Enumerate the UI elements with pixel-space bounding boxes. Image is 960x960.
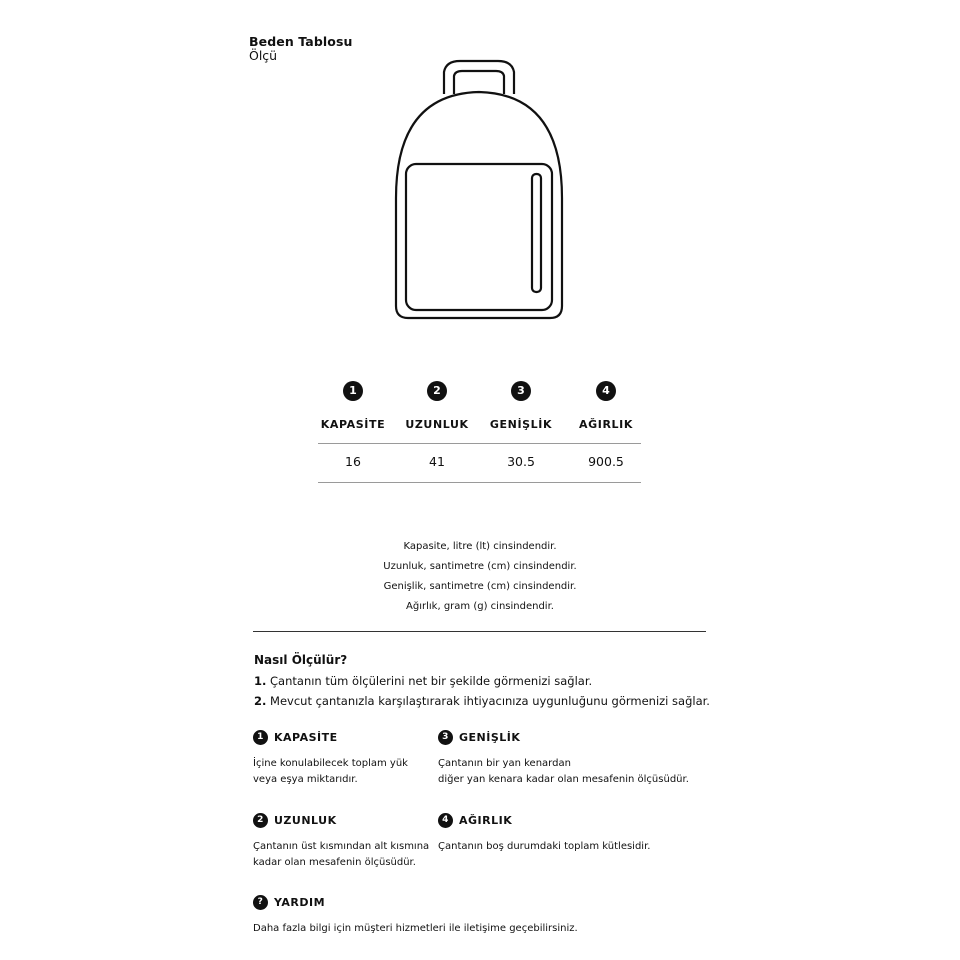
column-header: AĞIRLIK — [579, 418, 633, 431]
how-to-item — [254, 694, 710, 708]
column-header: UZUNLUK — [405, 418, 469, 431]
item-text: Mevcut çantanızla karşılaştırarak ihtiyacınıza uygunluğunu görmenizi sağlar. — [266, 694, 710, 708]
column-agirlik — [556, 379, 656, 431]
table-divider — [318, 443, 641, 444]
unit-note: Ağırlık, gram (g) cinsindendir. — [406, 601, 554, 612]
how-to-title: Nasıl Ölçülür? — [254, 653, 348, 667]
help-icon: ? — [253, 895, 268, 910]
definition-title: UZUNLUK — [274, 814, 337, 827]
column-header: GENİŞLİK — [489, 418, 553, 431]
page-subtitle: Ölçü — [249, 48, 278, 63]
section-divider — [253, 631, 706, 632]
unit-note: Genişlik, santimetre (cm) cinsindendir. — [383, 581, 577, 592]
definition-uzunluk — [253, 813, 433, 871]
number-badge: 1 — [253, 730, 268, 745]
definition-agirlik — [438, 813, 708, 855]
unit-note: Uzunluk, santimetre (cm) cinsindendir. — [383, 561, 577, 572]
backpack-outline-icon — [388, 58, 570, 324]
number-badge: 3 — [511, 381, 531, 401]
table-cell: 16 — [345, 454, 361, 469]
number-badge: 2 — [427, 381, 447, 401]
item-number: 1. — [254, 674, 267, 688]
table-cell: 900.5 — [588, 454, 624, 469]
number-badge: 4 — [596, 381, 616, 401]
table-cell: 41 — [429, 454, 445, 469]
table-bottom-rule — [318, 482, 641, 483]
unit-note: Kapasite, litre (lt) cinsindendir. — [403, 541, 557, 552]
number-badge: 1 — [343, 381, 363, 401]
help-text: Daha fazla bilgi için müşteri hizmetleri ile iletişime geçebilirsiniz. — [253, 923, 578, 934]
number-badge: 2 — [253, 813, 268, 828]
page-title: Beden Tablosu — [249, 34, 353, 49]
definition-text: Çantanın bir yan kenardan diğer yan kenara kadar olan mesafenin ölçüsüdür. — [438, 758, 689, 785]
item-text: Çantanın tüm ölçülerini net bir şekilde görmenizi sağlar. — [266, 674, 593, 688]
how-to-item — [254, 674, 592, 688]
number-badge: 4 — [438, 813, 453, 828]
help-title: YARDIM — [274, 896, 326, 909]
definition-kapasite — [253, 730, 433, 788]
definition-text: İçine konulabilecek toplam yük veya eşya miktarıdır. — [253, 758, 408, 785]
definition-title: GENİŞLİK — [459, 731, 521, 744]
column-header: KAPASİTE — [320, 418, 386, 431]
definition-text: Çantanın üst kısmından alt kısmına kadar olan mesafenin ölçüsüdür. — [253, 841, 430, 868]
definition-title: AĞIRLIK — [459, 814, 513, 827]
definition-text: Çantanın boş durumdaki toplam kütlesidir. — [438, 841, 651, 852]
definition-genislik — [438, 730, 708, 788]
unit-notes — [280, 537, 680, 617]
item-number: 2. — [254, 694, 267, 708]
table-cell: 30.5 — [507, 454, 535, 469]
definition-title: KAPASİTE — [274, 731, 338, 744]
help-section — [253, 895, 673, 937]
number-badge: 3 — [438, 730, 453, 745]
